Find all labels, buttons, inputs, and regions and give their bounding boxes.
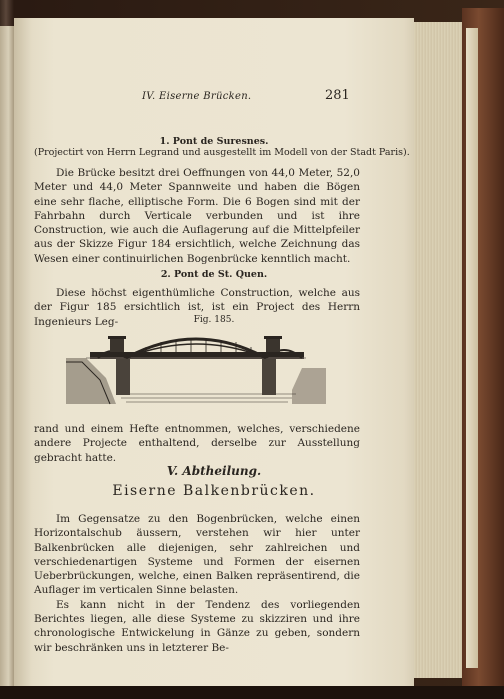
section-heading-st-quen: 2. Pont de St. Quen.: [160, 269, 268, 280]
paragraph-st-quen-continued: rand und einem Hefte entnommen, welches, verschiedene andere Projecte enthaltend, derselbe zur Ausstellung gebracht hatte.: [34, 423, 360, 464]
paragraph-balkenbruecken-2: Es kann nicht in der Tendenz des vorliegenden Berichtes liegen, alle diese Systeme zu skizziren und ihre chronologische Entwickelung in Gänze zu geben, sondern wir beschränken uns in letzterer Be-: [34, 598, 360, 654]
paragraph-st-quen: Diese höchst eigenthümliche Construction, welche aus der Figur 185 ersichtlich ist, ist ein Project des Herrn Ingenieurs Leg-: [34, 287, 360, 328]
bottom-shadow: [0, 686, 504, 699]
chapter-title: Eiserne Balkenbrücken.: [112, 483, 316, 499]
page-stack-edge: [414, 22, 462, 678]
facing-page-edge: [0, 26, 14, 686]
book-page: [14, 18, 414, 686]
running-header: IV. Eiserne Brücken.: [142, 91, 252, 102]
paragraphs-balkenbruecken: [34, 512, 360, 655]
page-number: 281: [325, 88, 350, 103]
section-subheading-suresnes: (Projectirt von Herrn Legrand und ausgestellt im Modell von der Stadt Paris).: [34, 147, 410, 158]
section-heading-suresnes: 1. Pont de Suresnes.: [159, 136, 269, 147]
paragraph-balkenbruecken-1: Im Gegensatze zu den Bogenbrücken, welche einen Horizontalschub äussern, verstehen wir hier unter Balkenbrücken alle diejenigen, sehr zahlreichen und verschiedenartigen Systeme und Formen der eisernen Ueberbrückungen, welche, einen Balken repräsentirend, die Auflager im verticalen Sinne belasten.: [34, 513, 360, 597]
paragraph-suresnes: Die Brücke besitzt drei Oeffnungen von 44,0 Meter, 52,0 Meter und 44,0 Meter Spannweite und haben die Bögen eine sehr flache, elliptische Form. Die 6 Bogen sind mit der Fahrbahn durch Verticale verbunden und ist ihre Construction, wie auch die Auflagerung auf die Mittelpfeiler aus der Skizze Figur 184 ersichtlich, welche Zeichnung das Wesen einer continuirlichen Bogenbrücke kenntlich macht.: [34, 167, 360, 265]
figure-caption: Fig. 185.: [193, 315, 235, 325]
endpaper-edge: [466, 28, 478, 668]
bridge-illustration: [66, 328, 326, 410]
part-heading: V. Abtheilung.: [166, 464, 262, 478]
